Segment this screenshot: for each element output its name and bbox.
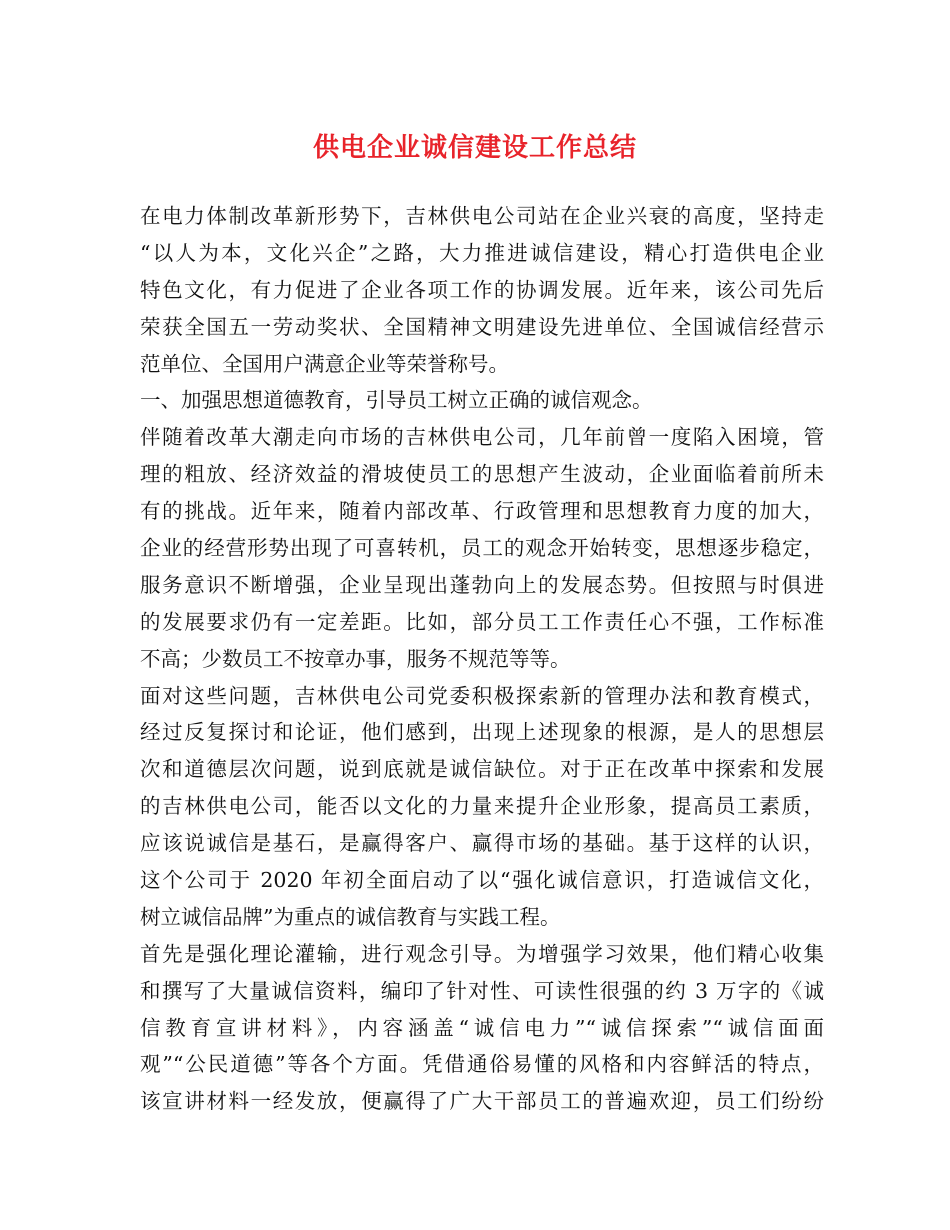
- body-line: 的吉林供电公司，能否以文化的力量来提升企业形象，提高员工素质，: [140, 794, 824, 819]
- body-line: 的发展要求仍有一定差距。比如，部分员工工作责任心不强，工作标准: [140, 609, 824, 634]
- body-line: 有的挑战。近年来，随着内部改革、行政管理和思想教育力度的加大，: [140, 499, 824, 524]
- body-line: 特色文化，有力促进了企业各项工作的协调发展。近年来，该公司先后: [140, 277, 824, 302]
- body-line: 荣获全国五一劳动奖状、全国精神文明建设先进单位、全国诚信经营示: [140, 314, 824, 339]
- body-line: 树立诚信品牌”为重点的诚信教育与实践工程。: [140, 904, 561, 929]
- body-line: 不高；少数员工不按章办事，服务不规范等等。: [140, 646, 571, 671]
- body-line: 和撰写了大量诚信资料，编印了针对性、可读性很强的约 3 万字的《诚: [140, 978, 824, 1003]
- body-line: 服务意识不断增强，企业呈现出蓬勃向上的发展态势。但按照与时俱进: [140, 572, 824, 597]
- body-line: 一、加强思想道德教育，引导员工树立正确的诚信观念。: [140, 388, 653, 413]
- body-line: “以人为本，文化兴企”之路，大力推进诚信建设，精心打造供电企业: [140, 240, 824, 265]
- document-title: 供电企业诚信建设工作总结: [312, 133, 637, 163]
- body-line: 范单位、全国用户满意企业等荣誉称号。: [140, 351, 509, 376]
- body-line: 该宣讲材料一经发放，便赢得了广大干部员工的普遍欢迎，员工们纷纷: [140, 1089, 824, 1114]
- body-line: 理的粗放、经济效益的滑坡使员工的思想产生波动，企业面临着前所未: [140, 462, 824, 487]
- body-line: 伴随着改革大潮走向市场的吉林供电公司，几年前曾一度陷入困境，管: [140, 425, 824, 450]
- body-line: 这个公司于 2020 年初全面启动了以“强化诚信意识，打造诚信文化，: [140, 868, 824, 893]
- body-line: 在电力体制改革新形势下，吉林供电公司站在企业兴衰的高度，坚持走: [140, 204, 824, 228]
- body-line: 信教育宣讲材料》，内容涵盖“诚信电力”“诚信探索”“诚信面面: [140, 1015, 824, 1040]
- body-line: 首先是强化理论灌输，进行观念引导。为增强学习效果，他们精心收集: [140, 941, 824, 966]
- body-line: 观”“公民道德”等各个方面。凭借通俗易懂的风格和内容鲜活的特点，: [140, 1052, 824, 1077]
- body-line: 企业的经营形势出现了可喜转机，员工的观念开始转变，思想逐步稳定，: [140, 536, 824, 561]
- document-body: [140, 198, 824, 1120]
- body-line: 应该说诚信是基石，是赢得客户、赢得市场的基础。基于这样的认识，: [140, 831, 824, 856]
- body-line: 经过反复探讨和论证，他们感到，出现上述现象的根源，是人的思想层: [140, 720, 824, 745]
- body-line: 次和道德层次问题，说到底就是诚信缺位。对于正在改革中探索和发展: [140, 757, 824, 782]
- body-line: 面对这些问题，吉林供电公司党委积极探索新的管理办法和教育模式，: [140, 683, 824, 708]
